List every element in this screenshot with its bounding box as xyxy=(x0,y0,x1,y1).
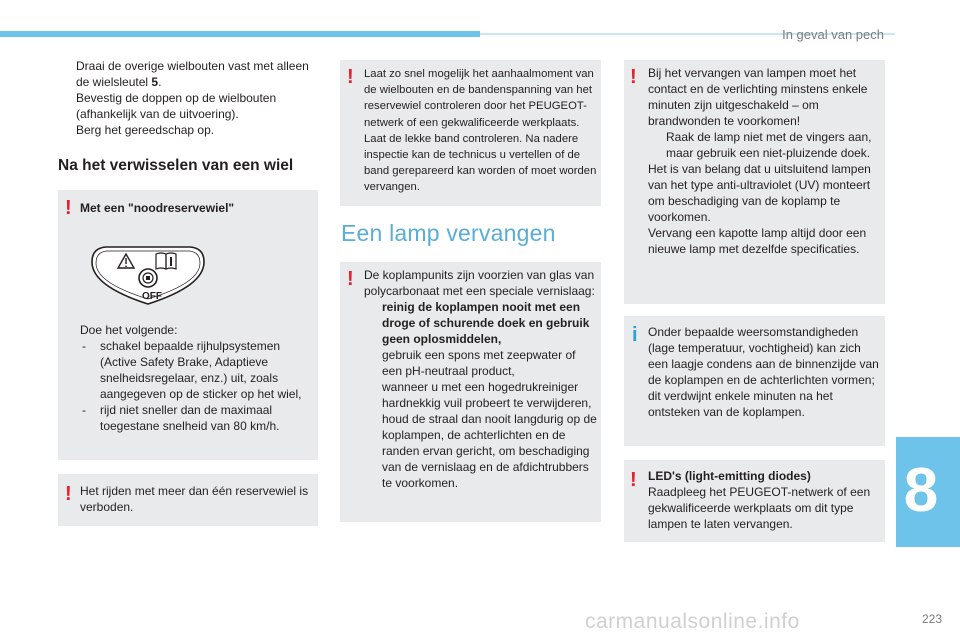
list-item: Bevestig de doppen op de wielbouten (afhankelijk van de uitvoering). xyxy=(76,91,277,121)
col1-bullets xyxy=(58,58,318,138)
instructions: Doe het volgende: - schakel bepaalde rijhulpsystemen (Active Safety Brake, Adaptieve snelheidsregelaar, enz.) uit, zoals aangegeven op de sticker op het wiel, - rijd niet sneller dan de maximaal toegestane snelheid van 80 km/h. xyxy=(80,322,312,434)
warning-box-spare-wheel xyxy=(58,190,318,460)
heading-wheel-change: Na het verwisselen van een wiel xyxy=(58,157,294,174)
sticker-off-label: OFF xyxy=(142,291,162,302)
box-title: LED's (light-emitting diodes) xyxy=(648,469,811,483)
warning-box-torque-check: ! Laat zo snel mogelijk het aanhaalmoment van de wielbouten en de bandenspanning van het reservewiel controleren door het PEUGEOT-netwerk of een gekwalificeerde werkplaats. Laat de lekke band controleren. Na nadere inspectie kan de technicus u vertellen of de band gerepareerd kan worden of moet worden vervangen. xyxy=(340,60,601,206)
chapter-number: 8 xyxy=(903,456,939,525)
warning-icon: ! xyxy=(630,66,637,88)
section-title: In geval van pech xyxy=(782,27,884,42)
lamp-safety-text: Bij het vervangen van lampen moet het contact en de verlichting minstens enkele minuten zijn uitgeschakeld – om brandwonden te voorkomen! Raak de lamp niet met de vingers aan, maar gebruik een niet-pluizende doek. Het is van belang dat u uitsluitend lampen van het type anti-ultraviolet (UV) monteert om beschadiging van de koplamp te voorkomen. Vervang een kapotte lamp altijd door een nieuwe lamp met dezelfde specificaties. xyxy=(648,65,881,257)
list-item: reinig de koplampen nooit met een droge of schurende doek en gebruik geen oplosmiddelen, xyxy=(382,300,590,346)
warning-box-led: ! LED's (light-emitting diodes) Raadpleeg het PEUGEOT-netwerk of een gekwalificeerde werkplaats om dit type lampen te laten vervangen. xyxy=(624,460,885,542)
list-item: gebruik een spons met zeepwater of een pH-neutraal product, xyxy=(382,348,576,378)
warning-icon: ! xyxy=(347,66,354,88)
warning-icon: ! xyxy=(65,197,72,219)
list-item: Berg het gereedschap op. xyxy=(76,123,215,137)
info-box-condensation: i Onder bepaalde weersomstandigheden (lage temperatuur, vochtigheid) kan zich een laagje condens aan de binnenzijde van de koplampen en de achterlichten vormen; dit verdwijnt enkele minuten na het ontsteken van de koplampen. xyxy=(624,316,885,446)
list-item: wanneer u met een hogedrukreiniger hardnekkig vuil probeert te verwijderen, houd de straal dan nooit langdurig op de koplampen, de achterlichten en de randen ervan gericht, om beschadiging van de vernislaag en de afdichtrubbers te voorkomen. xyxy=(382,380,597,490)
warning-box-headlamp-care xyxy=(340,262,601,522)
page-number: 223 xyxy=(921,612,942,626)
list-item: Raak de lamp niet met de vingers aan, maar gebruik een niet-pluizende doek. xyxy=(666,130,872,160)
dash-marker: - xyxy=(82,339,86,353)
list-item: - rijd niet sneller dan de maximaal toegestane snelheid van 80 km/h. xyxy=(82,403,280,433)
warning-icon: ! xyxy=(347,268,354,290)
warning-box-lamp-safety xyxy=(624,60,885,304)
heading-lamp-replace: Een lamp vervangen xyxy=(341,220,556,246)
box-title: Met een "noodreservewiel" xyxy=(80,201,235,215)
warning-icon: ! xyxy=(630,469,637,491)
header-accent-bar xyxy=(0,31,480,37)
warning-box-multiple-spares: ! Het rijden met meer dan één reservewiel is verboden. xyxy=(58,474,318,526)
headlamp-instructions: De koplampunits zijn voorzien van glas van polycarbonaat met een speciale vernislaag: reinig de koplampen nooit met een droge of schurende doek en gebruik geen oplosmiddelen, gebruik een spons met zeepwater of een pH-neutraal product, wanneer u met een hogedrukreiniger hardnekkig vuil probeert te verwijderen, houd de straal dan nooit langdurig op de koplampen, de achterlichten en de randen ervan gericht, om beschadiging van de vernislaag en de afdichtrubbers te voorkomen. xyxy=(364,268,597,490)
info-icon: i xyxy=(632,324,638,346)
list-item: Draai de overige wielbouten vast met alleen de wielsleutel 5. xyxy=(76,59,309,89)
dash-marker: - xyxy=(82,403,86,417)
list-item: - schakel bepaalde rijhulpsystemen (Active Safety Brake, Adaptieve snelheidsregelaar, enz.) uit, zoals aangegeven op de sticker op het wiel, xyxy=(82,339,302,401)
warning-icon: ! xyxy=(65,483,72,505)
watermark: carmanualsonline.info xyxy=(585,610,800,633)
